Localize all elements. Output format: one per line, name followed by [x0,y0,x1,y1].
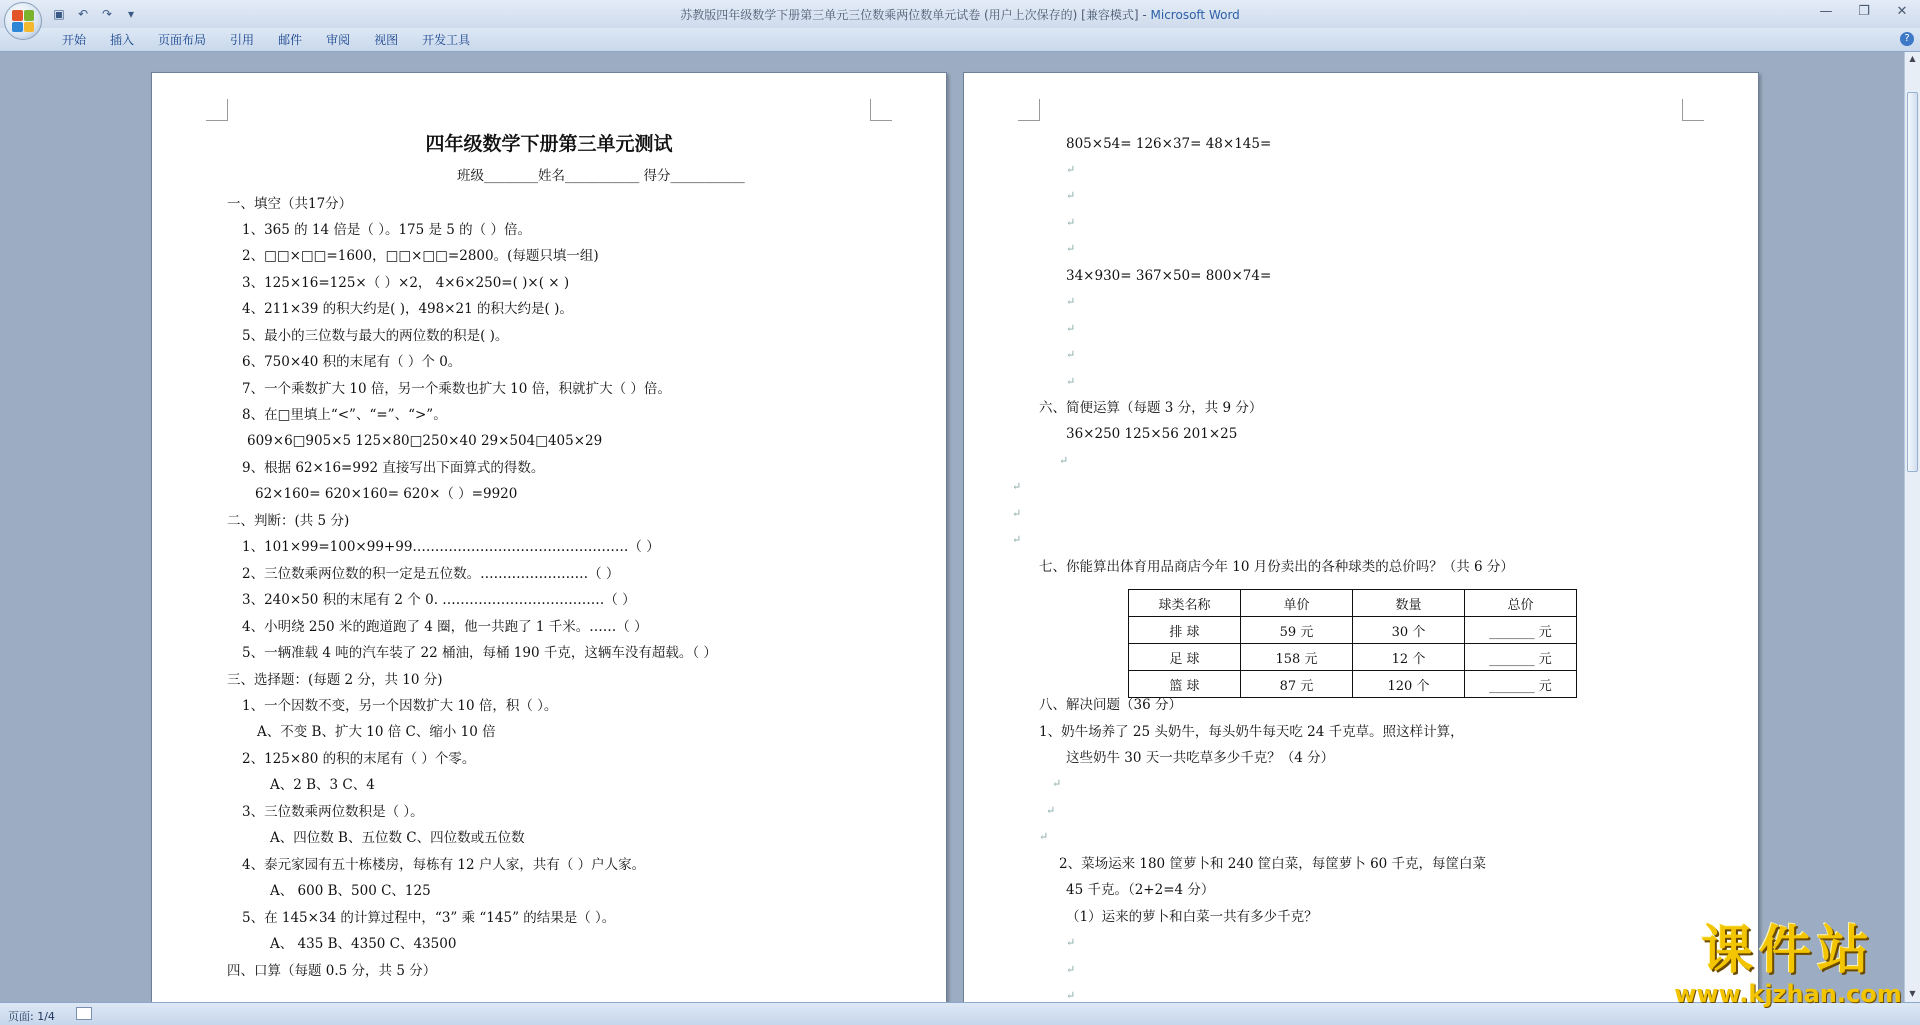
tab-page-layout[interactable]: 页面布局 [158,33,207,47]
question-line: 3、三位数乘两位数积是（ ）。 [242,804,424,820]
question-line: 62×160= 620×160= 620×（ ）=9920 [255,486,518,502]
question-line: 7、一个乘数扩大 10 倍，另一个乘数也扩大 10 倍，积就扩大（ ）倍。 [242,381,671,397]
title-bar [0,0,1920,28]
question-line: 2、□□×□□=1600，□□×□□=2800。(每题只填一组) [242,248,599,264]
question-line: 1、365 的 14 倍是（ ）。175 是 5 的（ ）倍。 [242,222,531,238]
question-line: 5、一辆准载 4 吨的汽车装了 22 桶油，每桶 190 千克，这辆车没有超载。（ ） [242,645,717,661]
paragraph-mark: ↵ [1046,804,1056,817]
choice-line: A、不变 B、扩大 10 倍 C、缩小 10 倍 [257,724,496,740]
scroll-up-icon[interactable]: ▲ [1909,54,1916,63]
watermark-logo [1670,921,1906,1008]
choice-line: A、 435 B、4350 C、43500 [270,936,457,952]
paragraph-mark: ↵ [1012,507,1022,520]
question-line: 1、101×99=100×99+99…………………………………………（ ） [242,539,660,555]
section-heading: 八、解决问题（36 分） [1039,697,1182,713]
choice-line: A、 600 B、500 C、125 [270,883,431,899]
table-row [1129,644,1577,671]
table-cell: 足 球 [1129,644,1241,671]
save-icon[interactable]: ▣ [53,7,65,21]
scroll-thumb[interactable] [1907,92,1918,472]
question-line: 6、750×40 积的末尾有（ ）个 0。 [242,354,462,370]
table-header: 单价 [1241,590,1353,617]
question-line: 5、最小的三位数与最大的两位数的积是( )。 [242,328,509,344]
table-row [1129,617,1577,644]
window-title [0,6,1920,23]
price-table [1128,589,1577,698]
question-line: 5、在 145×34 的计算过程中，“3” 乘 “145” 的结果是（ ）。 [242,910,616,926]
problem-line: 45 千克。（2+2=4 分） [1066,882,1215,898]
table-cell: _______ 元 [1465,671,1577,698]
paragraph-mark: ↵ [1066,936,1076,949]
document-workspace[interactable] [0,52,1904,1002]
table-row [1129,671,1577,698]
redo-icon[interactable]: ↷ [101,7,113,21]
calc-line: 34×930= 367×50= 800×74= [1066,268,1272,284]
margin-mark [206,99,228,121]
scroll-down-icon[interactable]: ▼ [1909,989,1916,998]
tab-mailings[interactable]: 邮件 [278,33,303,47]
tab-view[interactable]: 视图 [374,33,399,47]
watermark-text: 课件站 [1700,921,1875,981]
table-cell: 87 元 [1241,671,1353,698]
question-line: 1、一个因数不变，另一个因数扩大 10 倍，积（ ）。 [242,698,558,714]
problem-line: 1、奶牛场养了 25 头奶牛，每头奶牛每天吃 24 千克草。照这样计算， [1039,724,1464,740]
problem-line: 这些奶牛 30 天一共吃草多少千克？（4 分） [1066,750,1335,766]
section-heading: 一、填空（共17分） [227,196,353,212]
question-line: 3、125×16=125×（ ）×2， 4×6×250=( )×( × ) [242,275,570,291]
minimize-icon[interactable]: — [1819,4,1833,19]
table-header: 总价 [1465,590,1577,617]
tab-references[interactable]: 引用 [230,33,255,47]
paragraph-mark: ↵ [1066,375,1076,388]
question-line: 609×6□905×5 125×80□250×40 29×504□405×29 [247,433,603,449]
paragraph-mark: ↵ [1039,830,1049,843]
table-header: 数量 [1353,590,1465,617]
page-indicator[interactable]: 页面: 1/4 [8,1010,55,1023]
paragraph-mark: ↵ [1066,242,1076,255]
paragraph-mark: ↵ [1066,163,1076,176]
table-cell: 12 个 [1353,644,1465,671]
paragraph-mark: ↵ [1066,348,1076,361]
ribbon-tabs [50,31,482,49]
office-button[interactable] [4,2,42,40]
tab-insert[interactable]: 插入 [110,33,135,47]
question-line: 2、三位数乘两位数的积一定是五位数。……………………（ ） [242,566,620,582]
calc-line: 36×250 125×56 201×25 [1066,426,1238,442]
question-line: 4、泰元家园有五十栋楼房，每栋有 12 户人家，共有（ ）户人家。 [242,857,646,873]
problem-line: 2、菜场运来 180 筐萝卜和 240 筐白菜，每筐萝卜 60 千克，每筐白菜 [1059,856,1487,872]
paragraph-mark: ↵ [1066,322,1076,335]
table-cell: 排 球 [1129,617,1241,644]
window-controls [1814,2,1914,22]
margin-mark [1682,99,1704,121]
table-cell: 59 元 [1241,617,1353,644]
status-bar [0,1002,1920,1025]
paragraph-mark: ↵ [1059,454,1069,467]
margin-mark [870,99,892,121]
office-logo-icon [12,10,34,32]
table-header: 球类名称 [1129,590,1241,617]
document-title: 苏教版四年级数学下册第三单元三位数乘两位数单元试卷 (用户上次保存的) [兼容模式] - [680,8,1151,22]
paragraph-mark: ↵ [1066,963,1076,976]
table-header-row [1129,590,1577,617]
paragraph-mark: ↵ [1066,295,1076,308]
question-line: 4、小明绕 250 米的跑道跑了 4 圈，他一共跑了 1 千米。……（ ） [242,619,648,635]
undo-icon[interactable]: ↶ [77,7,89,21]
document-page-2[interactable] [963,72,1759,1002]
paragraph-mark: ↵ [1066,216,1076,229]
document-page-1[interactable] [151,72,947,1002]
question-line: 3、240×50 积的末尾有 2 个 0. ………………………………（ ） [242,592,636,608]
question-line: 8、在□里填上“<”、“=”、“>”。 [242,407,447,423]
paragraph-mark: ↵ [1066,989,1076,1002]
paragraph-mark: ↵ [1012,480,1022,493]
section-heading: 四、口算（每题 0.5 分，共 5 分） [227,963,437,979]
vertical-scrollbar[interactable] [1904,52,1920,1002]
app-name: Microsoft Word [1150,8,1240,22]
watermark-url: www.kjzhan.com [1674,980,1902,1008]
table-cell: 30 个 [1353,617,1465,644]
section-heading: 二、判断：(共 5 分) [227,513,350,529]
paragraph-mark: ↵ [1012,533,1022,546]
table-cell: 篮 球 [1129,671,1241,698]
document-heading: 四年级数学下册第三单元测试 [425,133,673,155]
restore-icon[interactable]: ❐ [1858,4,1870,19]
section-heading: 七、你能算出体育用品商店今年 10 月份卖出的各种球类的总价吗？（共 6 分） [1039,559,1514,575]
table-cell: 120 个 [1353,671,1465,698]
question-line: 2、125×80 的积的末尾有（ ）个零。 [242,751,476,767]
problem-line: （1）运来的萝卜和白菜一共有多少千克？ [1066,909,1318,925]
ribbon-tabs-bar [0,28,1920,52]
table-cell: _______ 元 [1465,644,1577,671]
paragraph-mark: ↵ [1066,189,1076,202]
tab-developer[interactable]: 开发工具 [422,33,471,47]
table-cell: _______ 元 [1465,617,1577,644]
customize-qat-icon[interactable]: ▾ [127,7,135,21]
choice-line: A、2 B、3 C、4 [270,777,375,793]
section-heading: 六、简便运算（每题 3 分，共 9 分） [1039,400,1263,416]
calc-line: 805×54= 126×37= 48×145= [1066,136,1272,152]
paragraph-mark: ↵ [1052,777,1062,790]
table-cell: 158 元 [1241,644,1353,671]
proofing-icon[interactable] [76,1007,92,1020]
close-icon[interactable]: ✕ [1896,4,1908,19]
margin-mark [1018,99,1040,121]
tab-home[interactable]: 开始 [62,33,87,47]
help-icon[interactable]: ? [1900,32,1914,46]
question-line: 9、根据 62×16=992 直接写出下面算式的得数。 [242,460,545,476]
question-line: 4、211×39 的积大约是( )，498×21 的积大约是( )。 [242,301,573,317]
section-heading: 三、选择题：(每题 2 分，共 10 分) [227,672,443,688]
class-name-score-line: 班级________姓名___________ 得分___________ [457,168,745,184]
choice-line: A、四位数 B、五位数 C、四位数或五位数 [270,830,525,846]
tab-review[interactable]: 审阅 [326,33,351,47]
